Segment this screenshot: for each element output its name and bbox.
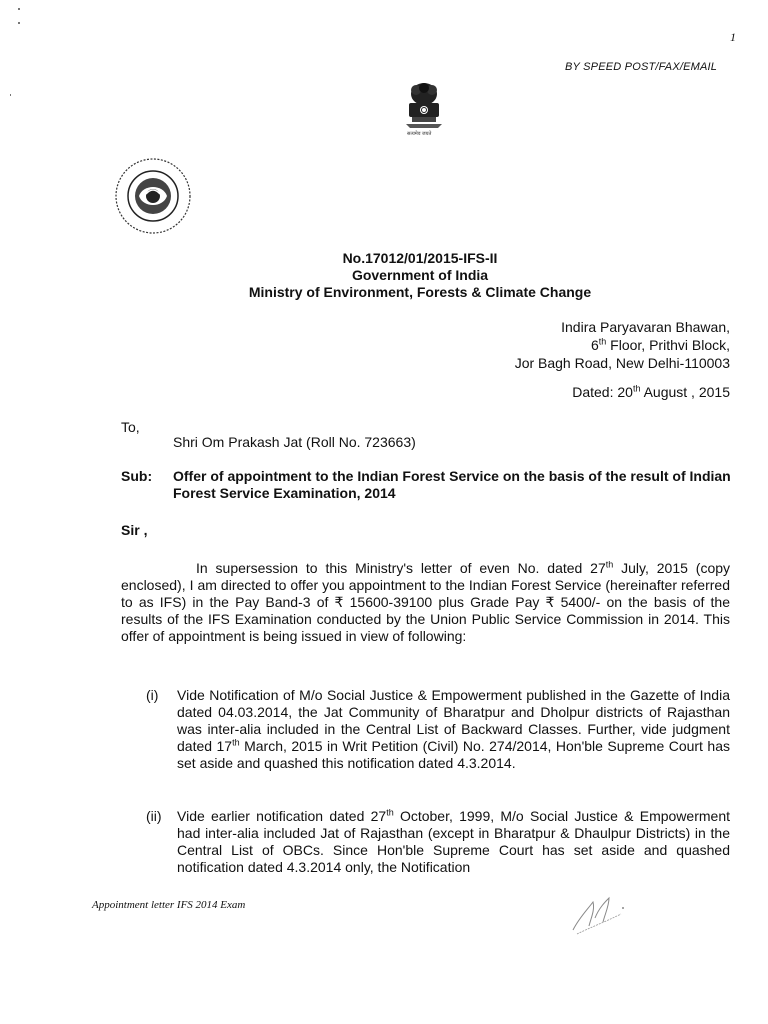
list-item: Vide earlier notification dated 27th October, 1999, M/o Social Justice & Empowerment had inter-alia included Jat of Rajasthan (except in Bharatpur & Dhaulpur Districts) in the Central List of OBCs. Since Hon'ble Supreme Court has set aside and quashed notification dated 4.3.2014 only, the Notification — [177, 807, 730, 875]
subject-text: Offer of appointment to the Indian Forest Service on the basis of the result of Indian Forest Service Examination, 2014 — [173, 468, 731, 501]
list-item: Vide Notification of M/o Social Justice & Empowerment published in the Gazette of India dated 04.03.2014, the Jat Community of Bharatpur and Dholpur districts of Rajasthan was inter-alia included in the Central List of Backward Classes. Further, vide judgment dated 17th March, 2015 in Writ Petition (Civil) No. 274/2014, Hon'ble Supreme Court has set aside and quashed this notification dated 4.3.2014. — [177, 687, 730, 771]
sender-address — [515, 318, 730, 372]
address-line-2: 6th Floor, Prithvi Block, — [590, 336, 730, 353]
footer-note: Appointment letter IFS 2014 Exam — [92, 899, 246, 911]
item-number: (ii) — [146, 808, 162, 824]
ministry-seal-icon — [113, 156, 193, 236]
dispatch-mode: BY SPEED POST/FAX/EMAIL — [565, 61, 718, 73]
page-number: 1 — [730, 30, 736, 44]
national-emblem-icon — [400, 80, 448, 138]
scan-speck — [18, 22, 20, 24]
to-label: To, — [121, 419, 140, 435]
addressee: Shri Om Prakash Jat (Roll No. 723663) — [173, 434, 416, 450]
body-paragraph: In supersession to this Ministry's letter of even No. dated 27th July, 2015 (copy enclosed), I am directed to offer you appointment to the Indian Forest Service (hereinafter referred to as IFS) in the Pay Band-3 of ₹ 15600-39100 plus Grade Pay ₹ 5400/- on the basis of the results of the IFS Examination conducted by the Union Public Service Commission in 2014. This offer of appointment is being issued in view of following: — [121, 559, 731, 644]
scan-speck — [10, 94, 11, 96]
letter-heading — [0, 250, 768, 301]
scan-speck — [18, 8, 20, 10]
letter-date: Dated: 20th August , 2015 — [572, 383, 730, 400]
government-name: Government of India — [351, 267, 489, 283]
salutation: Sir , — [121, 522, 148, 538]
address-line-3: Jor Bagh Road, New Delhi-110003 — [514, 355, 730, 371]
file-number: No.17012/01/2015-IFS-II — [342, 250, 498, 266]
subject-label: Sub: — [121, 468, 153, 484]
emblem-caption: सत्यमेव जयते — [407, 131, 432, 137]
address-line-1: Indira Paryavaran Bhawan, — [561, 319, 730, 335]
item-number: (i) — [146, 687, 159, 703]
signature-initials-icon — [565, 888, 635, 938]
ministry-name: Ministry of Environment, Forests & Climate Change — [248, 284, 592, 300]
